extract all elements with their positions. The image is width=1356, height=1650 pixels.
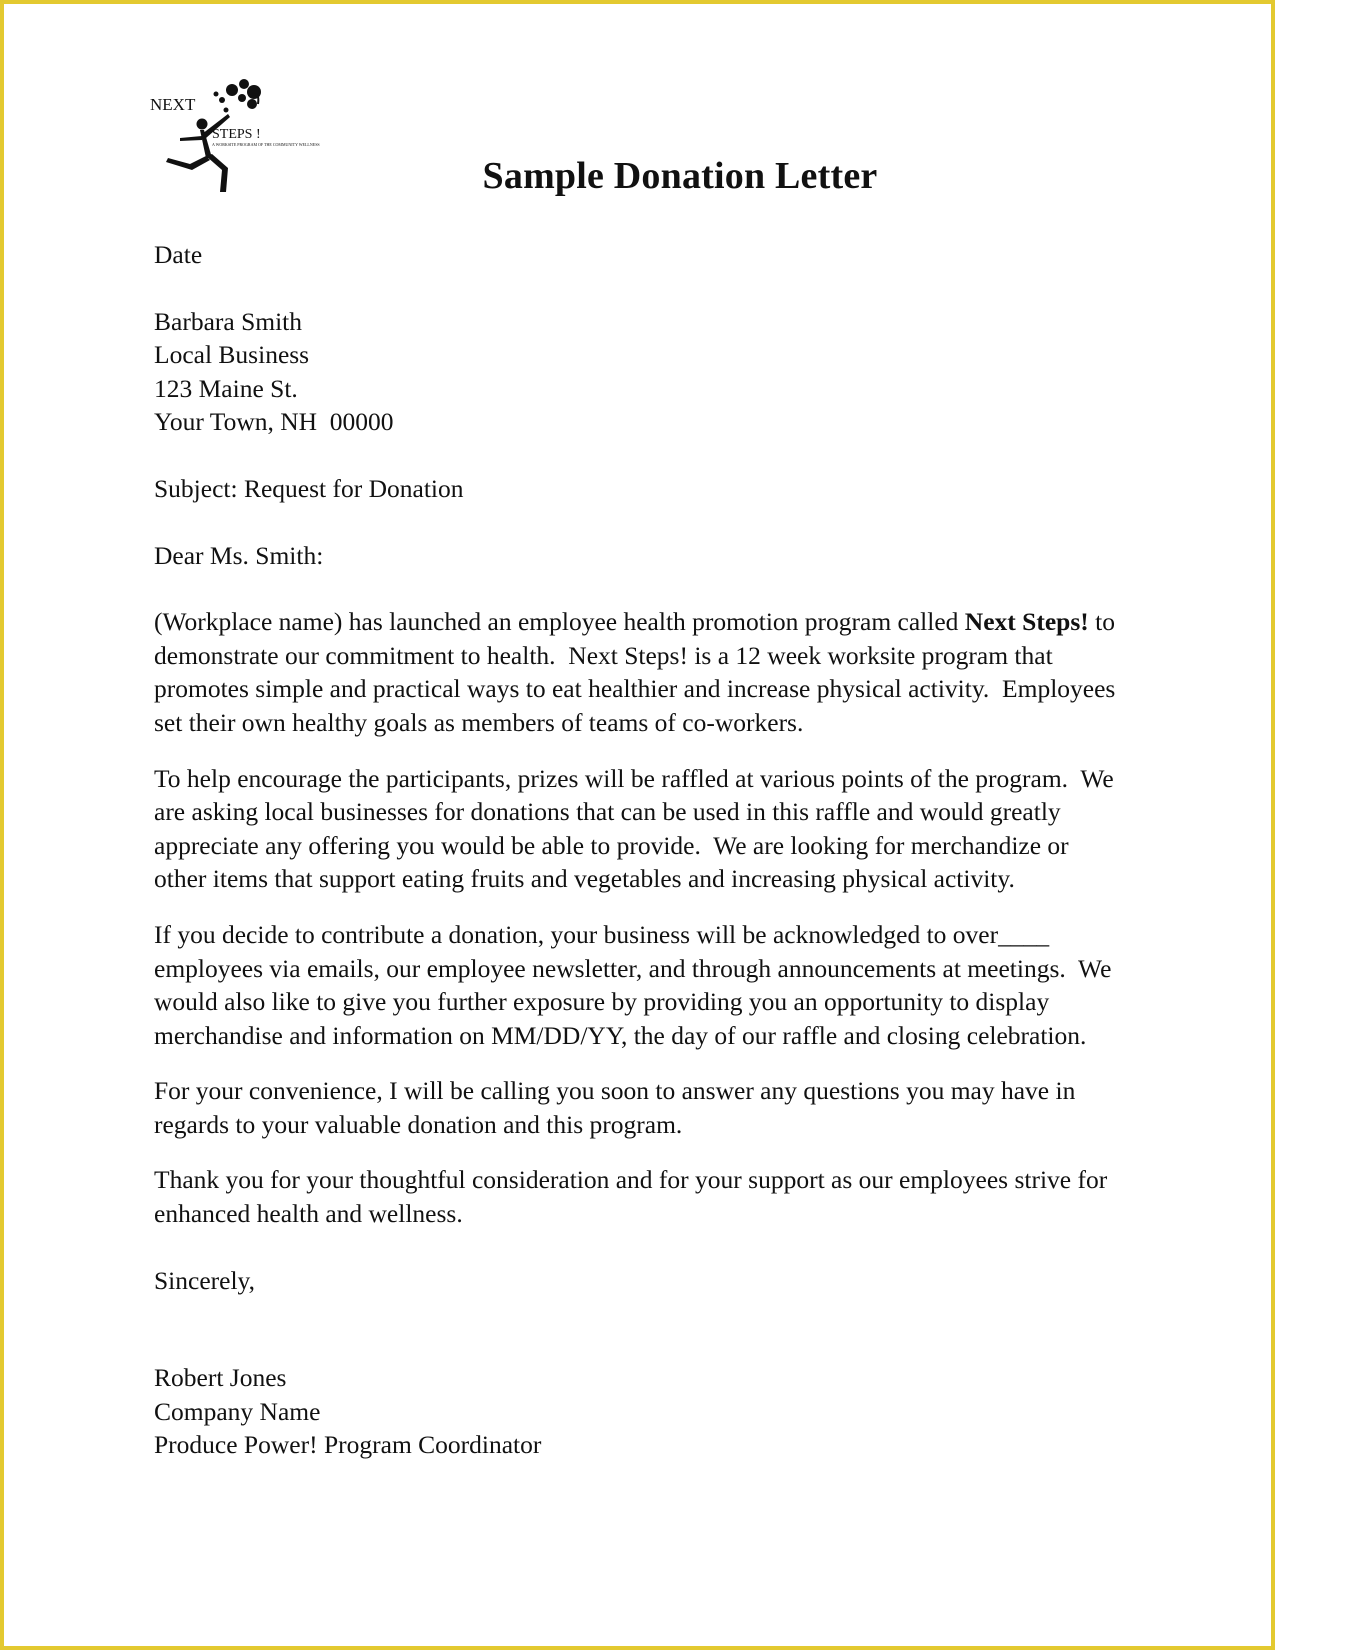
paragraph-1-line-2: demonstrate our commitment to health. Next Steps! is a 12 week worksite program that: [154, 640, 1053, 670]
letter-body: [154, 238, 1204, 1462]
paragraph-1-line-1: [154, 605, 1204, 639]
logo-word-steps: STEPS !: [212, 127, 261, 142]
closing: Sincerely,: [154, 1265, 256, 1295]
recipient-street: 123 Maine St.: [154, 373, 298, 403]
signer-role: Produce Power! Program Coordinator: [154, 1430, 542, 1460]
paragraph-1-line-3: promotes simple and practical ways to eat healthier and increase physical activity. Employees: [154, 674, 1116, 704]
recipient-business: Local Business: [154, 340, 310, 370]
subject-line: Subject: Request for Donation: [154, 473, 464, 503]
paragraph-2-line: To help encourage the participants, prizes will be raffled at various points of the program. We: [154, 763, 1114, 793]
paragraph-3-line: If you decide to contribute a donation, your business will be acknowledged to over____: [154, 919, 1050, 949]
recipient-city: Your Town, NH 00000: [154, 407, 394, 437]
date-line: Date: [154, 240, 203, 269]
paragraph-3-line: merchandise and information on MM/DD/YY, the day of our raffle and closing celebration.: [154, 1020, 1087, 1050]
recipient-address: [154, 305, 1204, 439]
paragraph-3: [154, 918, 1204, 1052]
paragraph-4-line: regards to your valuable donation and this program.: [154, 1109, 683, 1139]
paragraph-5-line: enhanced health and wellness.: [154, 1199, 463, 1229]
page-title: Sample Donation Letter: [482, 155, 878, 197]
signer-name: Robert Jones: [154, 1363, 287, 1393]
paragraph-1-lead: (Workplace name) has launched an employee health promotion program called: [154, 607, 965, 637]
paragraph-5-line: Thank you for your thoughtful consideration and for your support as our employees strive for: [154, 1165, 1108, 1195]
logo-word-next: NEXT: [150, 95, 196, 114]
paragraph-1-tail: to: [1088, 607, 1115, 637]
paragraph-2-line: appreciate any offering you would be able to provide. We are looking for merchandize or: [154, 830, 1069, 860]
paragraph-5: [154, 1163, 1204, 1230]
recipient-name: Barbara Smith: [154, 306, 303, 336]
salutation: Dear Ms. Smith:: [154, 540, 324, 570]
paragraph-3-line: employees via emails, our employee newsletter, and through announcements at meetings. We: [154, 953, 1112, 983]
paragraph-2-line: other items that support eating fruits and vegetables and increasing physical activity.: [154, 864, 1015, 894]
logo-tagline: A WORKSITE PROGRAM OF THE COMMUNITY WELLNESS: [212, 142, 320, 147]
paragraph-3-line: would also like to give you further exposure by providing you an opportunity to display: [154, 987, 1050, 1017]
paragraph-4: [154, 1074, 1204, 1141]
paragraph-1: [154, 605, 1204, 739]
signer-company: Company Name: [154, 1396, 321, 1426]
signature-block: [154, 1361, 1204, 1462]
program-name-bold: Next Steps!: [964, 607, 1089, 637]
paragraph-4-line: For your convenience, I will be calling you soon to answer any questions you may have in: [154, 1076, 1076, 1106]
paragraph-1-line-4: set their own healthy goals as members of teams of co-workers.: [154, 707, 804, 737]
paragraph-2: [154, 762, 1204, 896]
paragraph-2-line: are asking local businesses for donations that can be used in this raffle and would greatly: [154, 797, 1061, 827]
